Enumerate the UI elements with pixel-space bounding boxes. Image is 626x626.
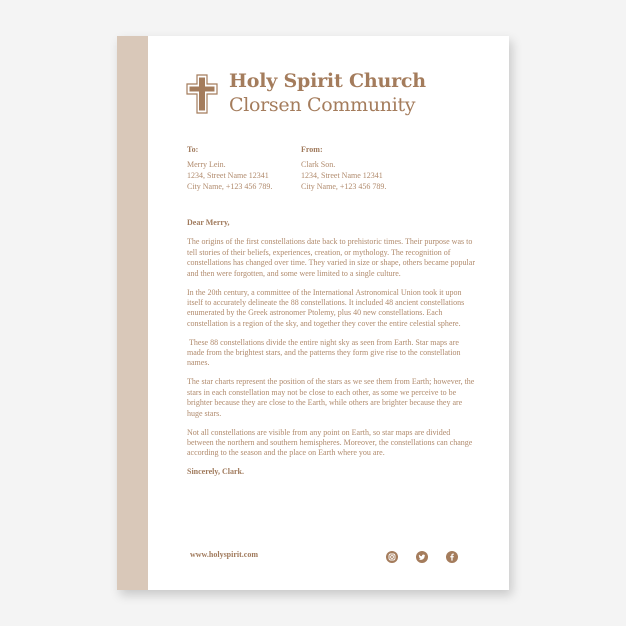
sender-block <box>301 144 386 192</box>
paragraph: These 88 constellations divide the entire night sky as seen from Earth. Star maps are made from the brightest stars, and the patterns they form give rise to the constellation names. <box>187 337 463 368</box>
sender-name: Clark Son. <box>301 160 336 169</box>
recipient-name: Merry Lein. <box>187 160 226 169</box>
instagram-icon[interactable] <box>386 551 398 563</box>
website-link[interactable]: www.holyspirit.com <box>190 550 258 559</box>
paragraph: Not all constellations are visible from any point on Earth, so star maps are divided between the northern and southern hemispheres. Moreover, the constellations can change according to the season and the place on Earth where you are. <box>187 427 473 458</box>
recipient-block <box>187 144 272 192</box>
cross-logo-icon <box>186 74 218 114</box>
letterhead-page <box>117 36 509 590</box>
sender-street: 1234, Street Name 12341 <box>301 171 383 180</box>
twitter-icon[interactable] <box>416 551 428 563</box>
church-name: Holy Spirit Church <box>229 70 426 92</box>
facebook-icon[interactable] <box>446 551 458 563</box>
recipient-city: City Name, +123 456 789. <box>187 182 273 191</box>
community-name: Clorsen Community <box>229 94 416 116</box>
sender-city: City Name, +123 456 789. <box>301 182 387 191</box>
to-label: To: <box>187 145 199 154</box>
from-label: From: <box>301 145 323 154</box>
greeting: Dear Merry, <box>187 218 230 227</box>
letter-body <box>187 218 477 486</box>
closing: Sincerely, Clark. <box>187 467 244 477</box>
recipient-street: 1234, Street Name 12341 <box>187 171 269 180</box>
paragraph: In the 20th century, a committee of the International Astronomical Union took it upon itself to accurately delineate the 88 constellations. It included 48 ancient constellations enumerated by the Greek astronomer Ptolemy, plus 40 new constellations. Each constellation is a region of the sky, and together they cover the entire celestial sphere. <box>187 287 465 328</box>
side-band <box>117 36 148 590</box>
paragraph: The origins of the first constellations date back to prehistoric times. Their purpose was to tell stories of their beliefs, experiences, creation, or mythology. The recognition of constellations has changed over time. They varied in size or shape, others became popular and then were forgotten, and some were limited to a single culture. <box>187 237 475 278</box>
paragraph: The star charts represent the position of the stars as we see them from Earth; however, the stars in each constellation may not be close to each other, as some we perceive to be brighter because they are close to the Earth, while others are brighter because they are huge stars. <box>187 377 475 418</box>
